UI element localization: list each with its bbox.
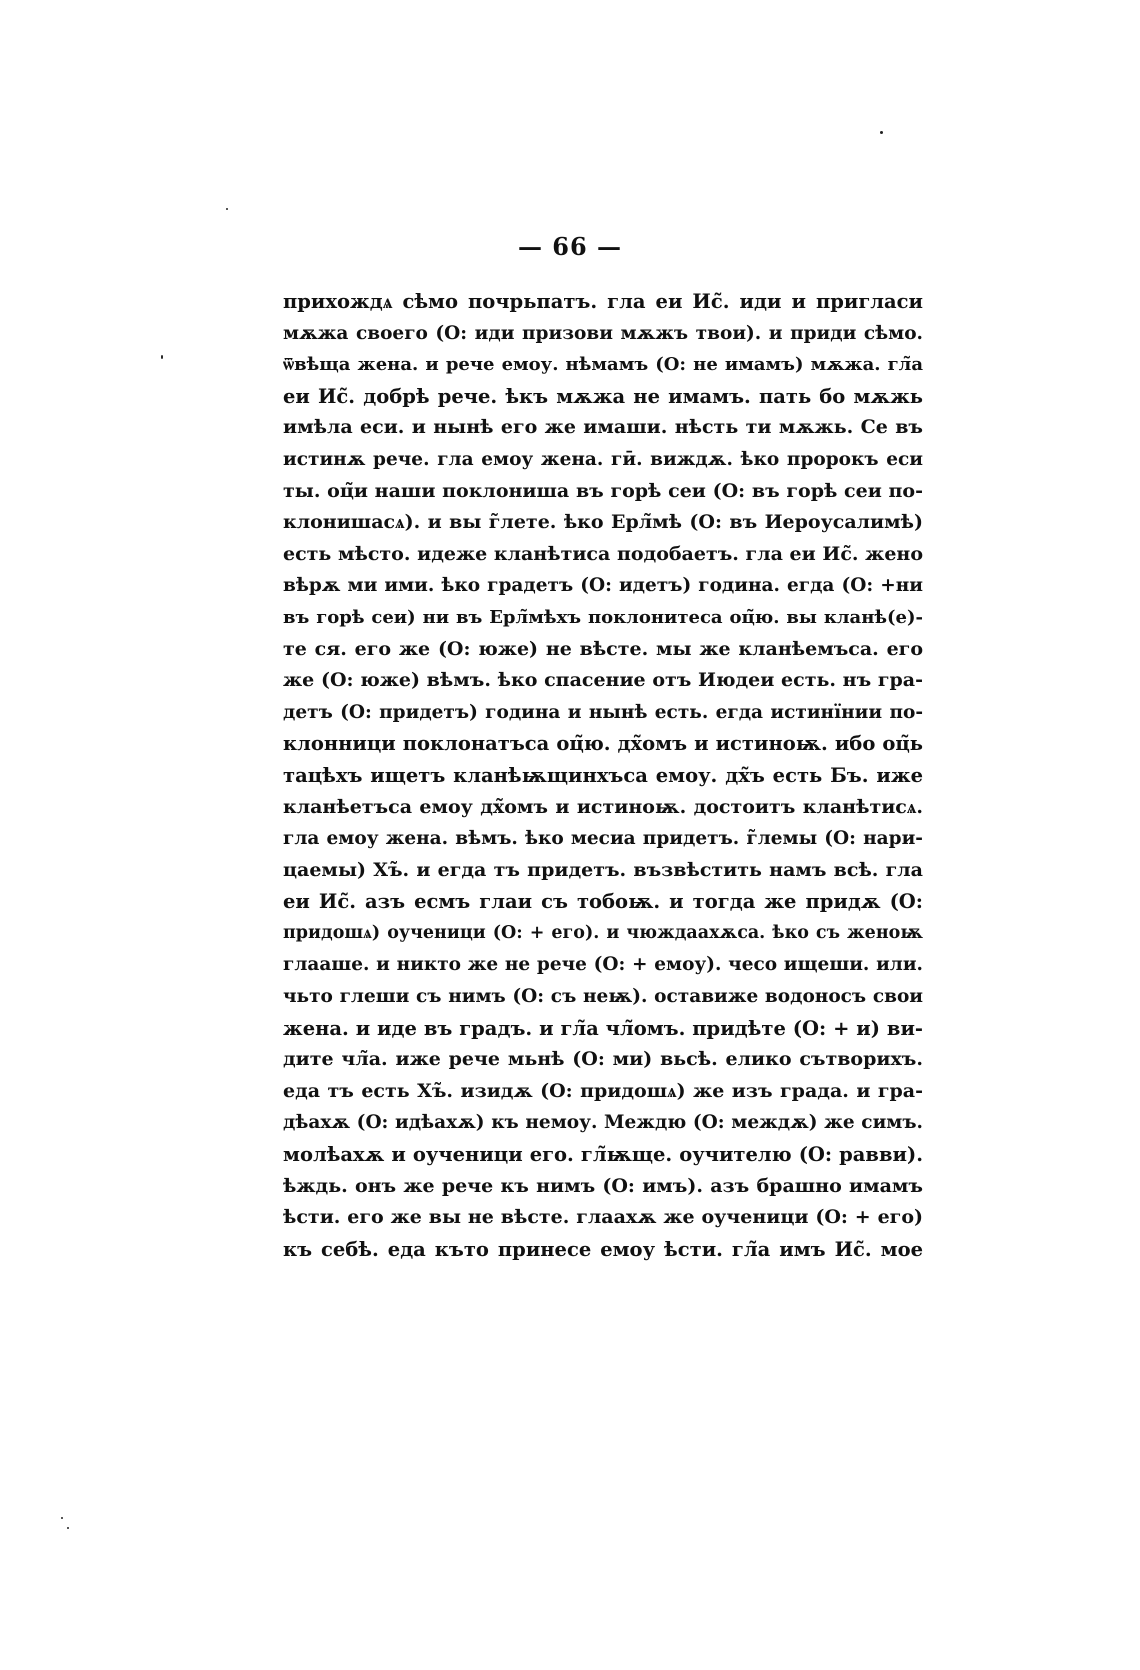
page-body-text [283,286,923,1265]
page-number: — 66 — [517,232,623,261]
text-line: истинѫ рече. гла емоу жена. гӣ. виждѫ. ѣко пророкъ еси [283,448,923,470]
text-line: прихождѧ сѣмо почрьпатъ. гла еи Ис̃. иди и пригласи [283,290,923,313]
text-line: кланѣетъса емоу дх̃омъ и истиноѭ. достоитъ кланѣтисѧ. [283,795,923,818]
text-line: те ся. его же (О: юже) не вѣсте. мы же кланѣемъса. его [283,637,923,660]
text-line: же (О: юже) вѣмъ. ѣко спасение отъ Июдеи есть. нъ гра- [283,669,923,692]
text-line: еи Ис̃. азъ есмъ глаи съ тобоѭ. и тогда же придѫ (О: [283,890,923,914]
text-line: молѣахѫ и оученици его. гл̃ѭще. оучителю (О: равви). [283,1143,923,1167]
text-line: гла емоу жена. вѣмъ. ѣко месиа придетъ. г̃лемы (О: нари- [283,828,923,850]
text-line: придошѧ) оученици (О: + его). и чюждаахѫса. ѣко съ женоѭ [283,922,923,943]
text-line: еда тъ есть Хъ̃. изидѫ (О: придошѧ) же изъ града. и гра- [283,1079,923,1102]
text-line: еи Ис̃. добрѣ рече. ѣкъ мѫжа не имамъ. пать бо мѫжь [283,384,923,408]
text-line: чьто глеши съ нимъ (О: съ неѭ). оставиже водоносъ свои [283,986,923,1008]
text-line: тацѣхъ ищетъ кланѣѭщинхъса емоу. дх̃ъ есть Бъ. иже [283,763,923,787]
scan-speck [61,1517,63,1519]
text-line: дѣахѫ (О: идѣахѫ) къ немоу. Междю (О: междѫ) же симъ. [283,1112,923,1134]
scan-speck [67,1527,69,1529]
text-line: клонишасѧ). и вы г̃лете. ѣко Ерл̃мѣ (О: въ Иероусалимѣ) [283,511,923,534]
text-line: къ себѣ. еда къто принесе емоу ѣсти. гл̃а имъ Ис̃. мое [283,1237,923,1261]
text-line: ты. оц̃и наши поклониша въ горѣ сеи (О: въ горѣ сеи по- [283,479,923,502]
scan-speck [161,355,163,359]
text-line: глааше. и никто же не рече (О: + емоу). чесо ищеши. или. [283,954,923,976]
text-line: ѣждь. онъ же рече къ нимъ (О: имъ). азъ брашно имамъ [283,1174,923,1197]
text-line: дите чл̃а. иже рече мьнѣ (О: ми) вьсѣ. елико сътворихъ. [283,1048,923,1071]
text-line: въ горѣ сеи) ни въ Ерл̃мѣхъ поклонитеса оц̃ю. вы кланѣ(е)- [283,606,923,628]
text-line: вѣрѫ ми ими. ѣко градетъ (О: идетъ) година. егда (О: +ни [283,575,923,597]
scan-speck [880,131,883,134]
text-line: цаемы) Хъ̃. и егда тъ придетъ. възвѣстить намъ всѣ. гла [283,858,923,881]
text-line: ѿвѣща жена. и рече емоу. нѣмамъ (О: не имамъ) мѫжа. гл̃а [283,354,923,376]
scan-speck [226,208,228,210]
text-line: жена. и иде въ градъ. и гл̃а чл̃омъ. придѣте (О: + и) ви- [283,1016,923,1040]
text-line: клонници поклонатъса оц̃ю. дх̃омъ и истиноѭ. ибо оц̃ь [283,732,923,756]
text-line: ѣсти. его же вы не вѣсте. глаахѫ же оученици (О: + его) [283,1206,923,1229]
text-line: мѫжа своего (О: иди призови мѫжъ твои). и приди сѣмо. [283,322,923,344]
text-line: есть мѣсто. идеже кланѣтиса подобаетъ. гла еи Ис̃. жено [283,542,923,565]
text-line: детъ (О: придетъ) година и нынѣ есть. егда истинїнии по- [283,701,923,723]
text-line: имѣла еси. и нынѣ его же имаши. нѣсть ти мѫжь. Се въ [283,416,923,439]
